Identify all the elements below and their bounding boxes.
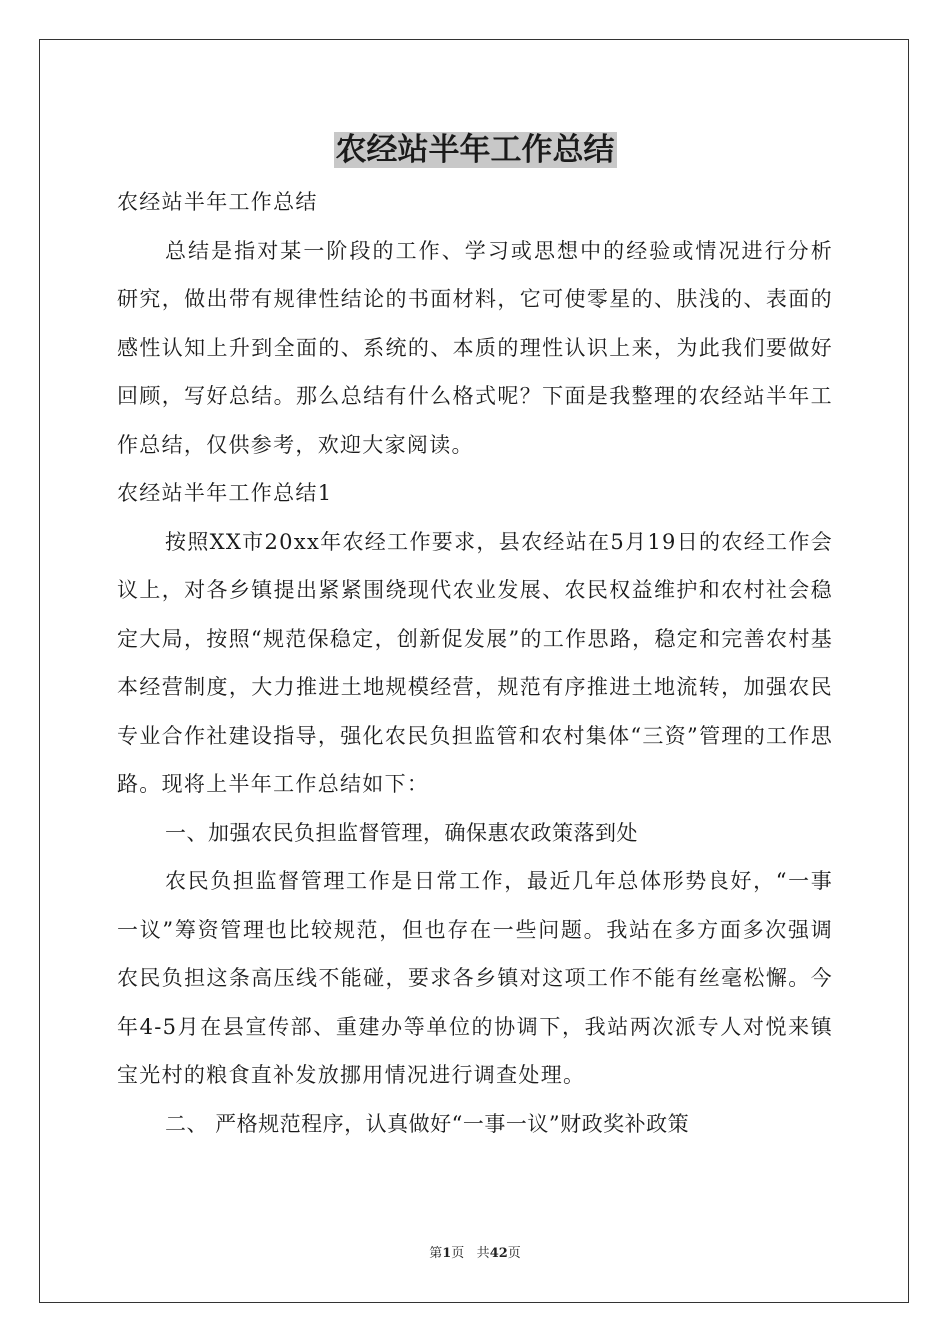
intro-paragraph: 总结是指对某一阶段的工作、学习或思想中的经验或情况进行分析研究，做出带有规律性结论的书面材料，它可使零星的、肤浅的、表面的感性认知上升到全面的、系统的、本质的理性认识上来，为此我们要做好回顾，写好总结。那么总结有什么格式呢？下面是我整理的农经站半年工作总结，仅供参考，欢迎大家阅读。 <box>117 238 833 457</box>
document-subtitle: 农经站半年工作总结 <box>117 190 318 214</box>
page-number: 1 <box>442 1246 452 1261</box>
total-prefix: 共 <box>476 1246 490 1261</box>
subsection-heading: 二、 严格规范程序，认真做好“一事一议”财政奖补政策 <box>165 1111 690 1136</box>
total-pages: 42 <box>489 1246 508 1261</box>
document-title <box>0 128 950 172</box>
body-paragraph: 按照XX市20xx年农经工作要求，县农经站在5月19日的农经工作会议上，对各乡镇提出紧紧围绕现代农业发展、农民权益维护和农村社会稳定大局，按照“规范保稳定，创新促发展”的工作思路，稳定和完善农村基本经营制度，大力推进土地规模经营，规范有序推进土地流转，加强农民专业合作社建设指导，强化农民负担监管和农村集体“三资”管理的工作思路。现将上半年工作总结如下： <box>117 529 833 796</box>
page-prefix: 第 <box>429 1246 443 1261</box>
document-title-text: 农经站半年工作总结 <box>335 132 615 168</box>
total-suffix: 页 <box>507 1246 521 1261</box>
page-footer <box>0 1245 950 1263</box>
page-suffix: 页 <box>451 1246 465 1261</box>
document-body <box>117 178 833 1148</box>
subsection-heading: 一、加强农民负担监督管理，确保惠农政策落到处 <box>165 820 638 845</box>
body-paragraph: 农民负担监督管理工作是日常工作，最近几年总体形势良好，“一事一议”筹资管理也比较规范，但也存在一些问题。我站在多方面多次强调农民负担这条高压线不能碰，要求各乡镇对这项工作不能有丝毫松懈。今年4-5月在县宣传部、重建办等单位的协调下，我站两次派专人对悦来镇宝光村的粮食直补发放挪用情况进行调查处理。 <box>117 869 833 1087</box>
section-heading: 农经站半年工作总结1 <box>117 481 333 505</box>
